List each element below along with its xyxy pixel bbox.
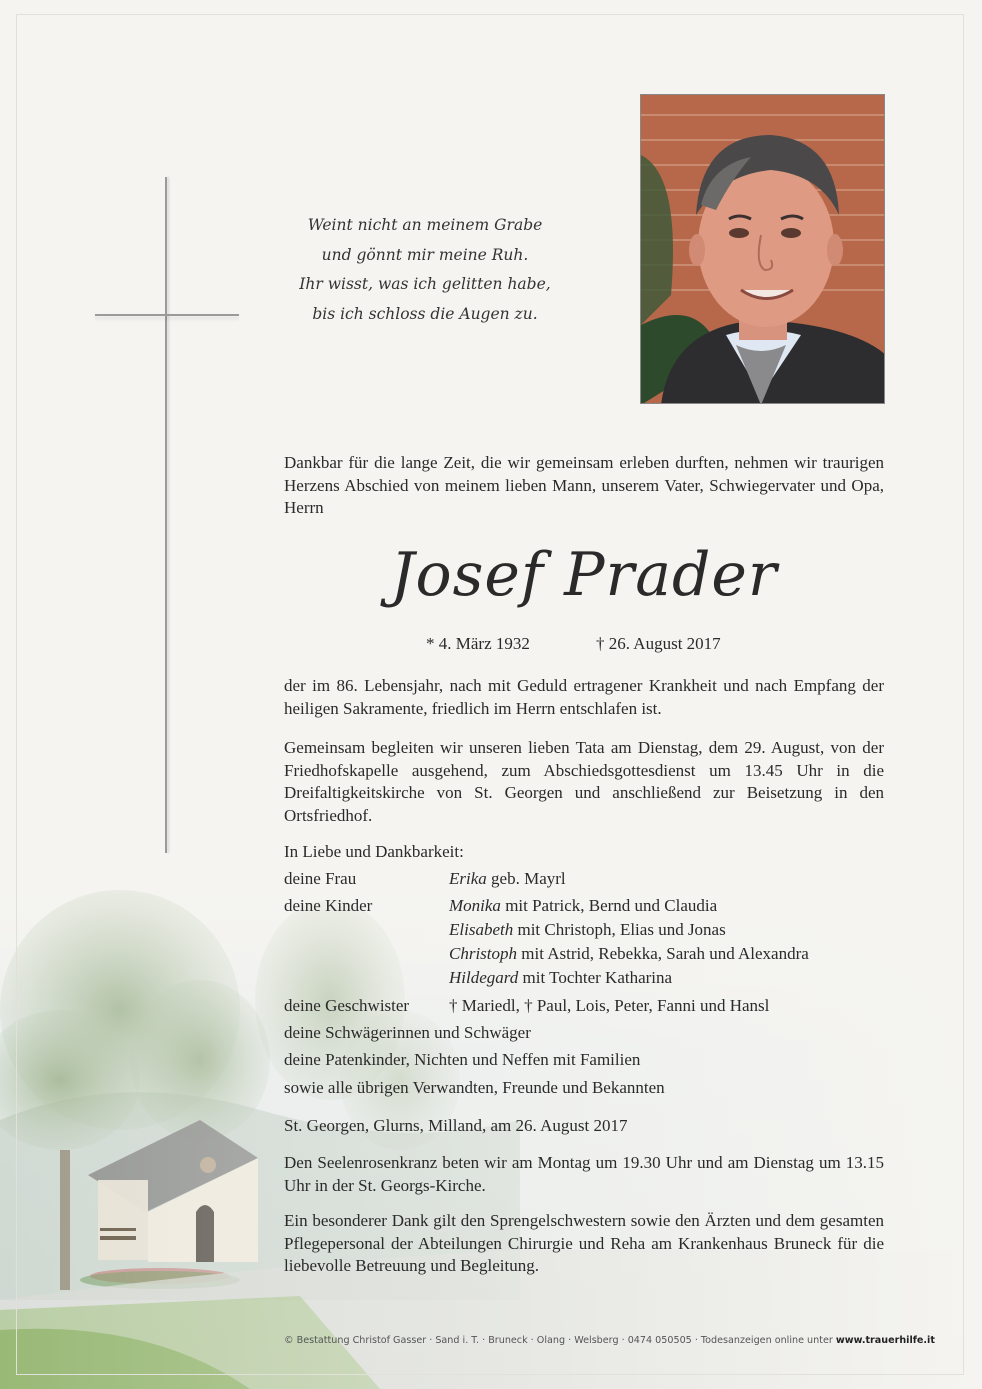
poem-line: Weint nicht an meinem Grabe <box>307 216 543 234</box>
wife-rest: geb. Mayrl <box>486 869 566 888</box>
in-laws-line: deine Schwägerinnen und Schwäger <box>284 1023 531 1042</box>
birth-date: * 4. März 1932 <box>426 634 530 653</box>
wife-first-name: Erika <box>449 869 487 888</box>
sibling-names: † Mariedl, † Paul, Lois, Peter, Fanni und Hansl <box>449 996 770 1015</box>
cross-icon <box>165 177 167 853</box>
portrait-photo <box>640 94 885 404</box>
intro-text: Dankbar für die lange Zeit, die wir gemeinsam erleben durften, nehmen wir traurigen Herzens Abschied von meinem lieben Mann, unserem Vater, Schwiegervater und Opa, Herrn <box>284 453 884 517</box>
poem-line: bis ich schloss die Augen zu. <box>312 304 538 323</box>
paragraph-funeral: Gemeinsam begleiten wir unseren lieben Tata am Dienstag, dem 29. August, von der Friedhofskapelle ausgehend, zum Abschiedsgottesdienst um 13.45 Uhr in die Dreifaltigkeitskirche von St. Georgen und anschließend zur Beisetzung in den Ortsfriedhof. <box>284 738 884 825</box>
death-date: † 26. August 2017 <box>596 634 721 653</box>
footer-text: © Bestattung Christof Gasser · Sand i. T. · Bruneck · Olang · Welsberg · 0474 050505 · Todesanzeigen online unter <box>284 1335 836 1346</box>
thanks-text: Ein besonderer Dank gilt den Sprengelschwestern sowie den Ärzten und dem gesamten Pflegepersonal der Abteilungen Chirurgie und Reha am Krankenhaus Bruneck für die liebevolle Betreuung und Begleitung. <box>284 1211 884 1275</box>
child-entry: Hildegard mit Tochter Katharina <box>449 968 673 987</box>
relation-label: deine Geschwister <box>284 996 410 1015</box>
relation-label: deine Frau <box>284 869 357 888</box>
poem <box>290 211 560 329</box>
child-entry: Christoph mit Astrid, Rebekka, Sarah und Alexandra <box>449 944 809 963</box>
footer <box>284 1335 948 1346</box>
others-line: sowie alle übrigen Verwandten, Freunde und Bekannten <box>284 1078 665 1097</box>
poem-line: Ihr wisst, was ich gelitten habe, <box>299 275 551 293</box>
godchildren-line: deine Patenkinder, Nichten und Neffen mit Familien <box>284 1050 641 1069</box>
mourners-heading: In Liebe und Dankbarkeit: <box>284 842 464 861</box>
place-date: St. Georgen, Glurns, Milland, am 26. August 2017 <box>284 1116 628 1135</box>
paragraph-passing: der im 86. Lebensjahr, nach mit Geduld ertragener Krankheit und nach Empfang der heiligen Sakramente, friedlich im Herrn entschlafen ist. <box>284 676 884 718</box>
footer-url[interactable]: www.trauerhilfe.it <box>835 1335 935 1346</box>
poem-line: und gönnt mir meine Ruh. <box>321 245 529 264</box>
cross-beam <box>95 314 239 316</box>
relation-label: deine Kinder <box>284 896 373 915</box>
deceased-name: Josef Prader <box>390 540 778 610</box>
child-entry: Monika mit Patrick, Bernd und Claudia <box>449 896 718 915</box>
rosary-text: Den Seelenrosenkranz beten wir am Montag um 19.30 Uhr und am Dienstag um 13.15 Uhr in der St. Georgs-Kirche. <box>284 1153 884 1195</box>
child-entry: Elisabeth mit Christoph, Elias und Jonas <box>449 920 726 939</box>
